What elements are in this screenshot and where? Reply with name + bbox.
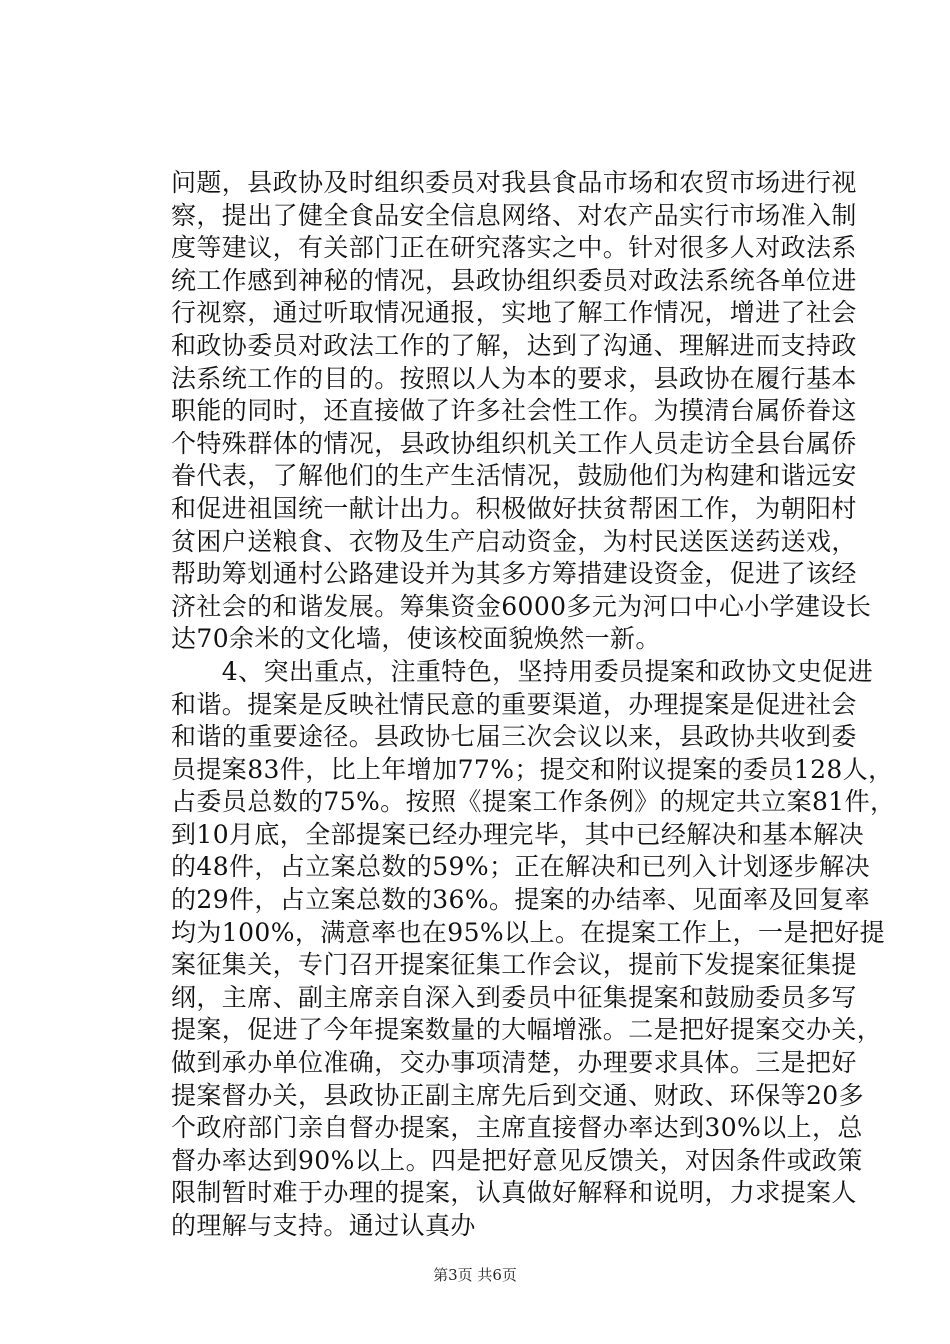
text-line: 限制暂时难于办理的提案，认真做好解释和说明，力求提案人: [171, 1178, 857, 1208]
text-line: 和谐。提案是反映社情民意的重要渠道，办理提案是促进社会: [171, 689, 857, 719]
text-line: 职能的同时，还直接做了许多社会性工作。为摸清台属侨眷这: [171, 396, 857, 426]
text-line: 法系统工作的目的。按照以人为本的要求，县政协在履行基本: [171, 363, 857, 393]
text-line: 提案，促进了今年提案数量的大幅增涨。二是把好提案交办关，: [171, 1015, 883, 1045]
text-line: 行视察，通过听取情况通报，实地了解工作情况，增进了社会: [171, 298, 857, 328]
text-line: 和谐的重要途径。县政协七届三次会议以来，县政协共收到委: [171, 722, 857, 752]
text-line: 4、突出重点，注重特色，坚持用委员提案和政协文史促进: [171, 656, 874, 686]
text-line: 的理解与支持。通过认真办: [171, 1211, 476, 1240]
body-text: [171, 167, 896, 1243]
text-line: 到10月底，全部提案已经办理完毕，其中已经解决和基本解决: [171, 819, 865, 849]
text-line: 贫困户送粮食、衣物及生产启动资金，为村民送医送药送戏，: [171, 526, 857, 556]
text-line: 提案督办关，县政协正副主席先后到交通、财政、环保等20多: [171, 1080, 865, 1110]
text-line: 统工作感到神秘的情况，县政协组织委员对政法系统各单位进: [171, 265, 857, 295]
text-line: 占委员总数的75%。按照《提案工作条例》的规定共立案81件，: [171, 787, 896, 817]
text-line: 和促进祖国统一献计出力。积极做好扶贫帮困工作，为朝阳村: [171, 493, 857, 523]
text-line: 员提案83件，比上年增加77%；提交和附议提案的委员128人，: [171, 754, 894, 784]
text-line: 济社会的和谐发展。筹集资金6000多元为河口中心小学建设长: [171, 591, 872, 621]
text-line: 的48件，占立案总数的59%；正在解决和已列入计划逐步解决: [171, 852, 870, 882]
text-line: 纲，主席、副主席亲自深入到委员中征集提案和鼓励委员多写: [171, 982, 857, 1012]
text-line: 眷代表，了解他们的生产生活情况，鼓励他们为构建和谐远安: [171, 461, 857, 491]
text-line: 案征集关，专门召开提案征集工作会议，提前下发提案征集提: [171, 950, 857, 980]
page-footer: 第3页 共6页: [433, 1266, 517, 1284]
text-line: 帮助筹划通村公路建设并为其多方筹措建设资金，促进了该经: [171, 559, 857, 589]
text-line: 达70余米的文化墙，使该校面貌焕然一新。: [171, 624, 661, 654]
text-line: 的29件，占立案总数的36%。提案的办结率、见面率及回复率: [171, 885, 870, 915]
text-line: 察，提出了健全食品安全信息网络、对农产品实行市场准入制: [171, 200, 857, 230]
text-line: 度等建议，有关部门正在研究落实之中。针对很多人对政法系: [171, 233, 857, 263]
text-line: 做到承办单位准确，交办事项清楚，办理要求具体。三是把好: [171, 1048, 857, 1078]
text-line: 督办率达到90%以上。四是把好意见反馈关，对因条件或政策: [171, 1145, 863, 1175]
text-line: 个特殊群体的情况，县政协组织机关工作人员走访全县台属侨: [171, 428, 857, 458]
text-line: 问题，县政协及时组织委员对我县食品市场和农贸市场进行视: [171, 168, 857, 197]
text-line: 个政府部门亲自督办提案，主席直接督办率达到30%以上，总: [171, 1113, 863, 1143]
text-line: 和政协委员对政法工作的了解，达到了沟通、理解进而支持政: [171, 330, 857, 360]
text-line: 均为100%，满意率也在95%以上。在提案工作上，一是把好提: [171, 917, 886, 947]
